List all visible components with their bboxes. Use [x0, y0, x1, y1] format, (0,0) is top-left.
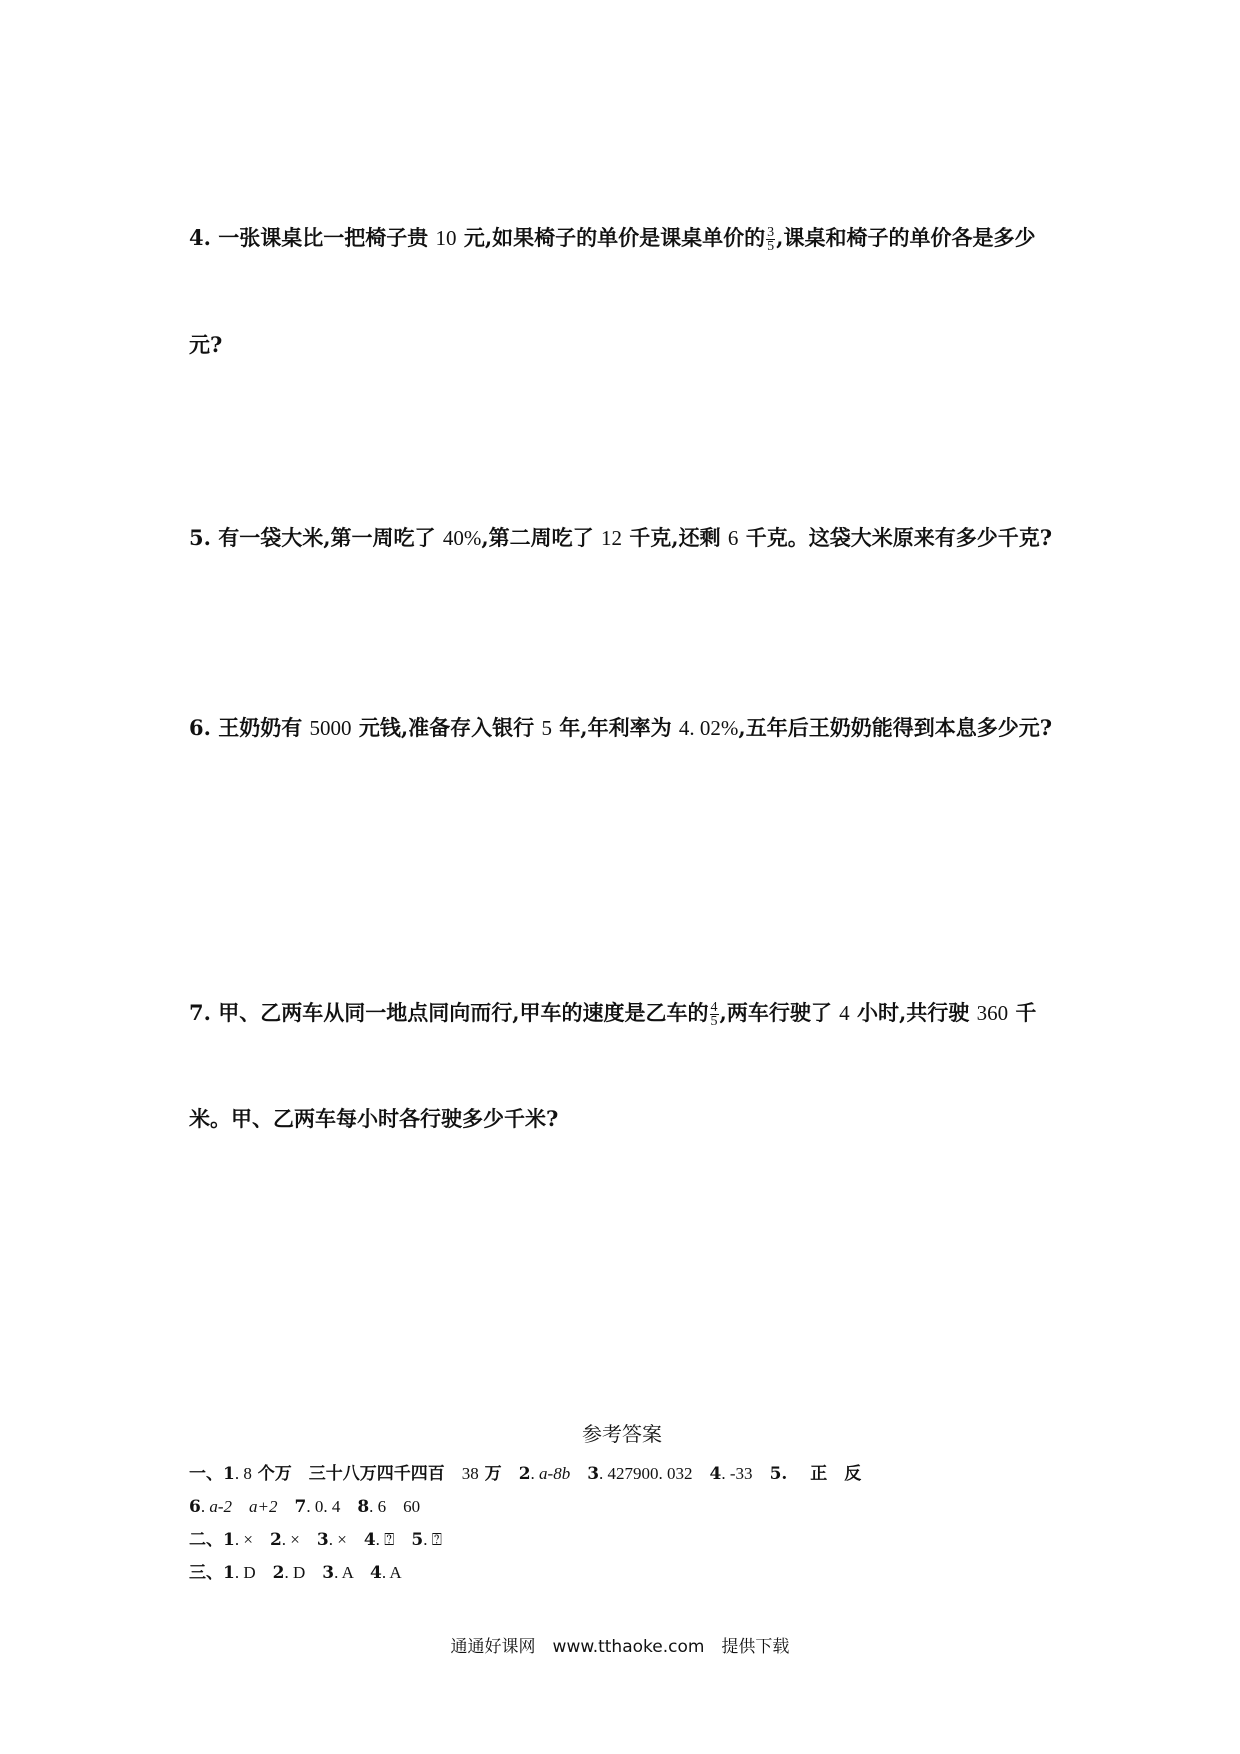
question-6	[189, 713, 1052, 743]
ans3-part: . ×	[328, 1530, 364, 1549]
q4-price-diff: 10	[435, 226, 457, 250]
q7-text-line2: 米。甲、乙两车每小时各行驶多少千米?	[189, 1106, 559, 1131]
question-4-line-2	[189, 330, 222, 360]
ans1-part: 38	[461, 1464, 479, 1483]
q5-text-c: ,第二周吃了	[481, 525, 601, 550]
q4-fraction-numerator: 3	[767, 225, 775, 240]
ans1-part: 一、1	[189, 1464, 235, 1484]
ans3-part: 4	[363, 1530, 376, 1550]
q7-distance: 360	[976, 1001, 1009, 1025]
ans1-part: 5	[769, 1464, 782, 1484]
ans1-part: 个万 三十八万四千四百	[251, 1464, 462, 1484]
q7-text-f: 千	[1008, 1000, 1037, 1025]
ans1-part: 3	[587, 1464, 600, 1484]
ans3-part: . ⍰	[423, 1530, 442, 1549]
ans1-part: . 427900. 032	[599, 1464, 710, 1483]
ans1-part: . -33	[721, 1464, 770, 1483]
ans1-part	[570, 1464, 587, 1484]
q4-text-d: ,课桌和椅子的单价各是多少	[776, 225, 1036, 250]
answer-title: 参考答案	[582, 1422, 662, 1446]
ans1-expression: a-8b	[539, 1464, 571, 1483]
ans3-part: . ×	[281, 1530, 317, 1549]
ans2-part: 6	[189, 1497, 201, 1517]
q6-text-c: 元钱,准备存入银行	[351, 715, 542, 740]
q7-hours: 4	[839, 1001, 850, 1025]
q4-text-c: 元,如果椅子的单价是课桌单价的	[456, 225, 766, 250]
ans2-part: . 0. 4	[306, 1497, 358, 1516]
q4-fraction	[766, 226, 775, 253]
ans2-part: 8	[357, 1497, 370, 1517]
ans3-part: 二、1	[189, 1530, 235, 1550]
q7-text-b: ,两车行驶了	[719, 1000, 840, 1025]
ans1-part: .	[530, 1464, 540, 1483]
question-5	[189, 523, 1052, 553]
question-7-line-2	[189, 1104, 558, 1134]
footer-credit: 通通好课网 www.tthaoke.com 提供下载	[450, 1637, 790, 1657]
ans3-part: . ×	[234, 1530, 270, 1549]
ans4-part: . A	[334, 1563, 370, 1582]
q4-text-line2: 元?	[189, 332, 223, 357]
answer-row-4	[189, 1561, 402, 1585]
ans4-part: 3	[322, 1563, 335, 1583]
ans1-part: . 8	[234, 1464, 252, 1483]
q5-percent: 40%	[442, 526, 482, 550]
q6-text-e: 年,年利率为	[551, 715, 679, 740]
ans4-part: 4	[370, 1563, 382, 1583]
question-7-line-1	[189, 998, 1036, 1028]
ans4-part: . D	[234, 1563, 273, 1582]
q6-text-a: 6. 王奶奶有	[189, 715, 310, 740]
ans4-part: . D	[284, 1563, 323, 1582]
q6-rate: 4. 02%	[678, 716, 739, 740]
ans4-part: . A	[381, 1563, 402, 1582]
ans1-part: . 正 反	[781, 1464, 862, 1484]
q7-fraction	[710, 1001, 719, 1028]
answer-row-1	[189, 1462, 861, 1486]
q7-fraction-denominator: 5	[710, 1014, 718, 1029]
q4-text-a: 4. 一张课桌比一把椅子贵	[189, 225, 436, 250]
q6-text-g: ,五年后王奶奶能得到本息多少元?	[738, 715, 1053, 740]
q5-text-e: 千克,还剩	[621, 525, 728, 550]
q5-kg-eaten: 12	[600, 526, 622, 550]
ans1-part: 万	[478, 1464, 519, 1484]
answer-row-3	[189, 1528, 442, 1552]
q6-years: 5	[541, 716, 552, 740]
ans4-part: 三、1	[189, 1563, 235, 1583]
ans1-part: 2	[518, 1464, 531, 1484]
ans2-expression: a-2 a+2	[209, 1497, 278, 1516]
q7-fraction-numerator: 4	[710, 1000, 718, 1015]
ans3-part: 5	[411, 1530, 424, 1550]
ans2-part	[277, 1497, 294, 1517]
ans2-part: . 6 60	[369, 1497, 421, 1516]
q5-text-g: 千克。这袋大米原来有多少千克?	[738, 525, 1053, 550]
q7-text-a: 7. 甲、乙两车从同一地点同向而行,甲车的速度是乙车的	[189, 1000, 709, 1025]
q6-amount: 5000	[309, 716, 352, 740]
ans3-part: 2	[269, 1530, 282, 1550]
question-4-line-1	[189, 223, 1035, 253]
q7-text-d: 小时,共行驶	[849, 1000, 977, 1025]
q5-kg-left: 6	[727, 526, 739, 550]
ans3-part: . ⍰	[375, 1530, 412, 1549]
ans2-part: 7	[294, 1497, 307, 1517]
q5-text-a: 5. 有一袋大米,第一周吃了	[189, 525, 443, 550]
ans3-part: 3	[316, 1530, 329, 1550]
q4-fraction-denominator: 5	[767, 239, 775, 254]
ans4-part: 2	[272, 1563, 285, 1583]
ans2-part: .	[200, 1497, 210, 1516]
answer-row-2	[189, 1495, 420, 1519]
ans1-part: 4	[709, 1464, 722, 1484]
